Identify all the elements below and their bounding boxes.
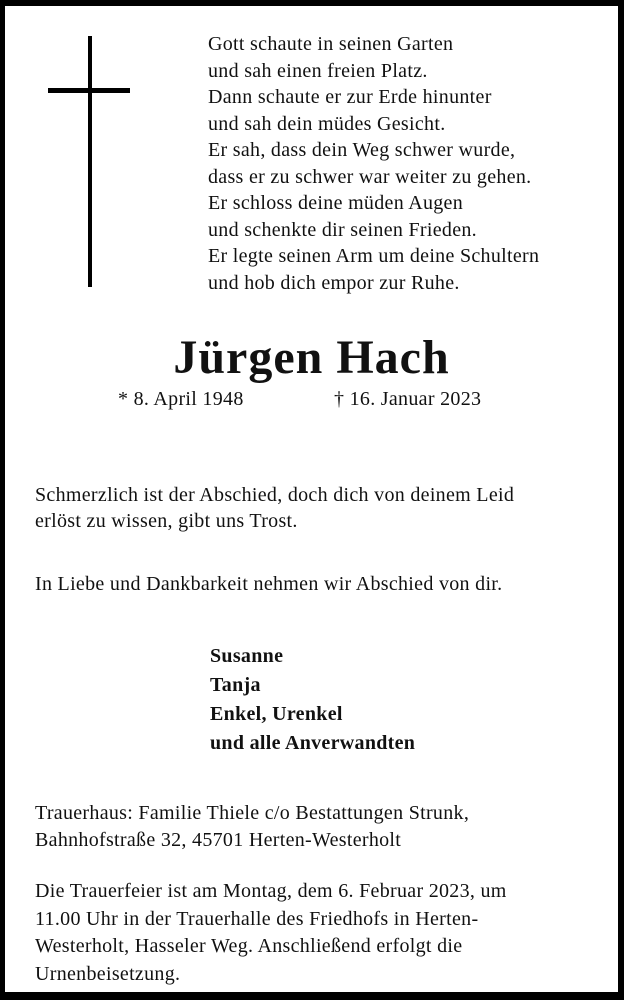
text-line: Trauerhaus: Familie Thiele c/o Bestattungen Strunk, [35, 802, 470, 824]
poem-line: Dann schaute er zur Erde hinunter [208, 86, 492, 108]
mourner: Susanne [210, 645, 284, 667]
text-line: 11.00 Uhr in der Trauerhalle des Friedhofs in Herten- [35, 907, 479, 930]
poem-line: Gott schaute in seinen Garten [208, 33, 454, 55]
cross-horizontal-bar [48, 88, 130, 93]
text-line: Bahnhofstraße 32, 45701 Herten-Westerholt [35, 829, 402, 851]
poem-line: Er schloss deine müden Augen [208, 192, 464, 214]
deceased-name: Jürgen Hach [173, 331, 450, 384]
mourner: Tanja [210, 674, 261, 696]
text-line: Schmerzlich ist der Abschied, doch dich von deinem Leid [35, 484, 515, 506]
poem-line: und hob dich empor zur Ruhe. [208, 271, 460, 294]
mourning-house-address [35, 800, 469, 854]
poem-line: und schenkte dir seinen Frieden. [208, 218, 477, 241]
birth-date: * 8. April 1948 [118, 388, 244, 410]
poem-line: und sah dein müdes Gesicht. [208, 112, 446, 135]
mourner: und alle Anverwandten [210, 732, 416, 754]
text-line: Die Trauerfeier ist am Montag, dem 6. Februar 2023, um [35, 880, 507, 902]
poem-line: dass er zu schwer war weiter zu gehen. [208, 165, 532, 188]
obituary-notice [5, 6, 618, 992]
poem-line: und sah einen freien Platz. [208, 59, 428, 82]
mourners-list [210, 642, 415, 758]
text-line: Urnenbeisetzung. [35, 962, 181, 985]
death-date: † 16. Januar 2023 [334, 388, 482, 410]
text-line: Westerholt, Hasseler Weg. Anschließend erfolgt die [35, 935, 463, 957]
farewell-paragraph [35, 482, 514, 534]
love-line: In Liebe und Dankbarkeit nehmen wir Abschied von dir. [35, 573, 503, 595]
poem-line: Er legte seinen Arm um deine Schultern [208, 245, 540, 267]
poem [208, 31, 539, 296]
ceremony-details [35, 878, 507, 988]
mourner: Enkel, Urenkel [210, 703, 343, 725]
poem-line: Er sah, dass dein Weg schwer wurde, [208, 139, 516, 161]
text-line: erlöst zu wissen, gibt uns Trost. [35, 510, 298, 532]
cross-vertical-bar [88, 36, 92, 287]
